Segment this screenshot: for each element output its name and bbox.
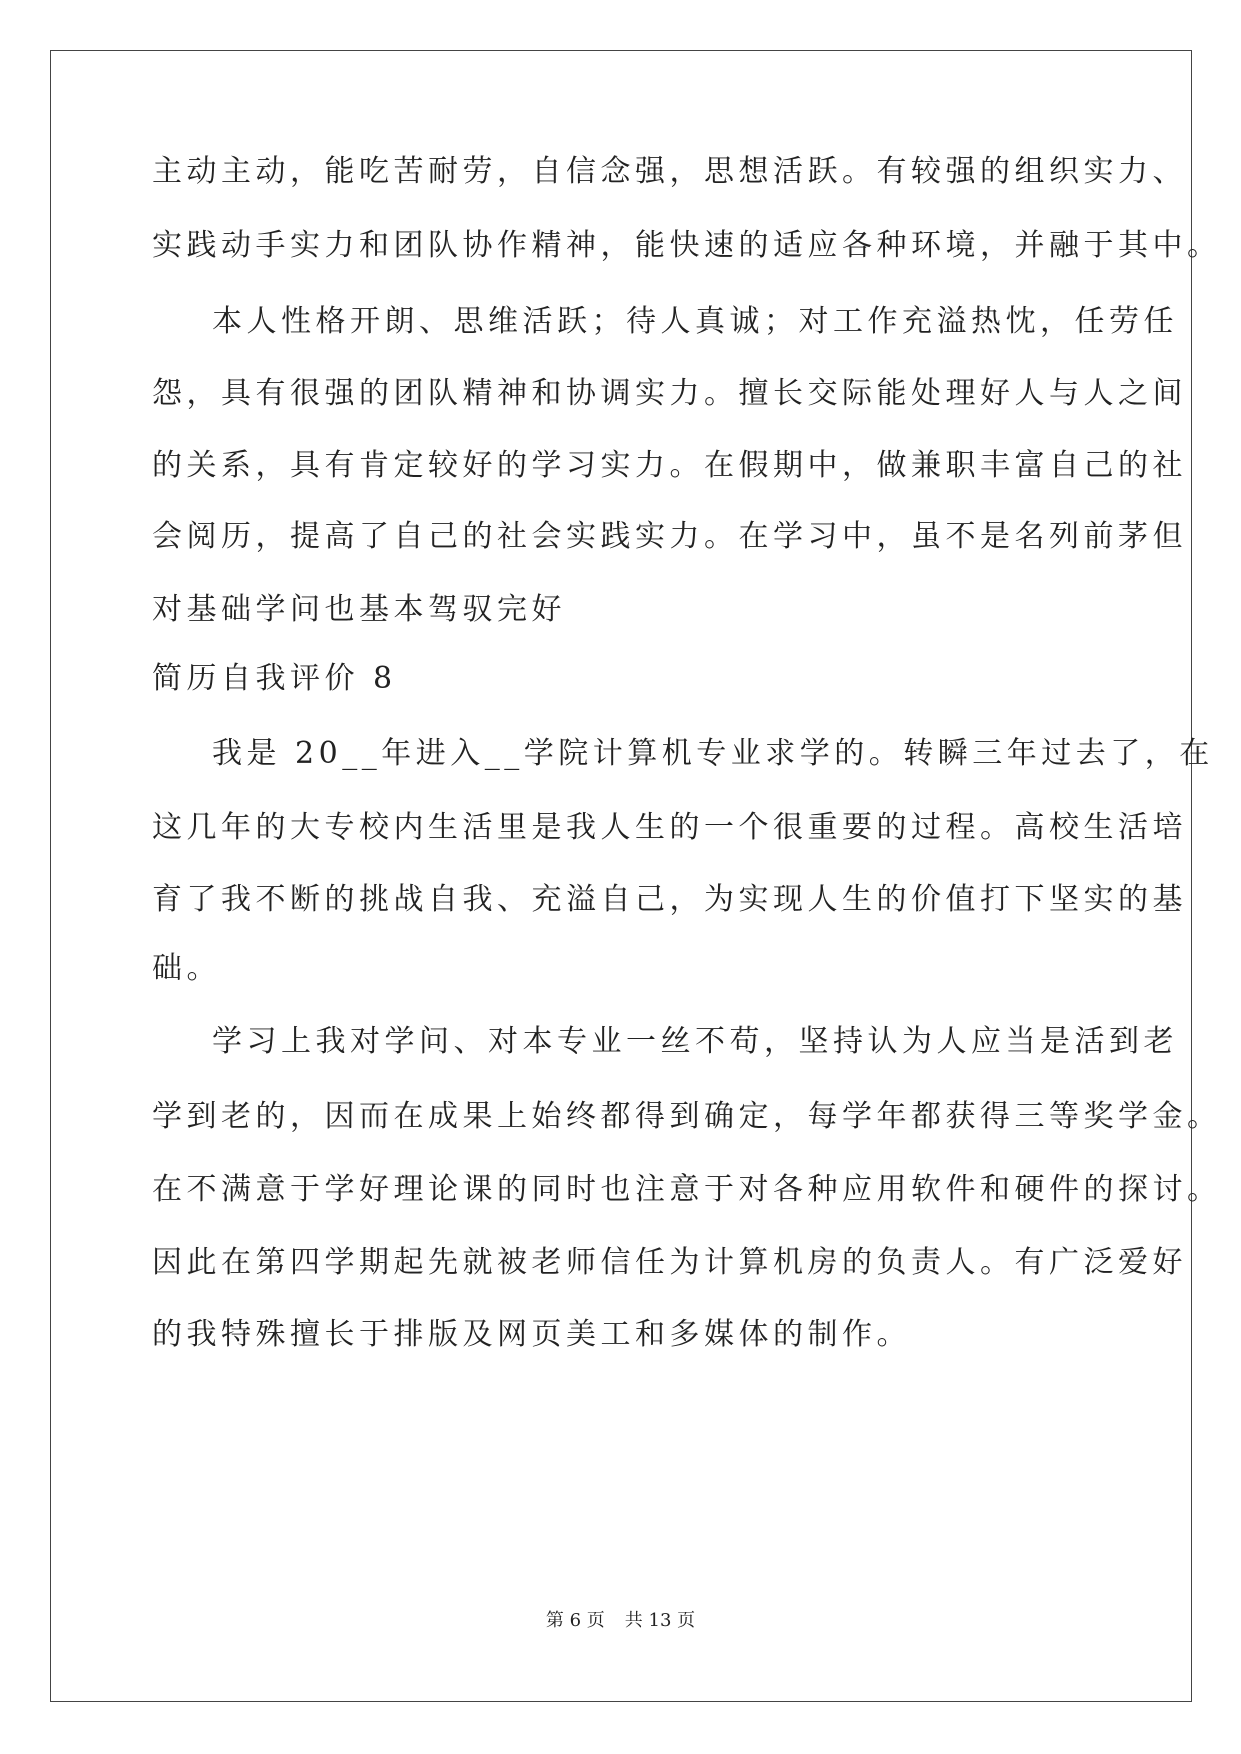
page-border (50, 50, 1192, 1702)
text-line: 对基础学问也基本驾驭完好 (152, 592, 566, 627)
paragraph-start-line: 本人性格开朗、思维活跃；待人真诚；对工作充溢热忱，任劳任 (212, 304, 1178, 339)
page-footer (0, 1609, 1241, 1633)
text-line: 怨，具有很强的团队精神和协调实力。擅长交际能处理好人与人之间 (152, 376, 1187, 411)
text-line: 的我特殊擅长于排版及网页美工和多媒体的制作。 (152, 1317, 911, 1352)
text-line: 的关系，具有肯定较好的学习实力。在假期中，做兼职丰富自己的社 (152, 448, 1187, 483)
text-line: 学到老的，因而在成果上始终都得到确定，每学年都获得三等奖学金。 (152, 1099, 1222, 1134)
text-line: 这几年的大专校内生活里是我人生的一个很重要的过程。高校生活培 (152, 810, 1187, 845)
text-line: 因此在第四学期起先就被老师信任为计算机房的负责人。有广泛爱好 (152, 1245, 1187, 1280)
page-number-current: 第 6 页 (545, 1610, 605, 1631)
text-line: 主动主动，能吃苦耐劳，自信念强，思想活跃。有较强的组织实力、 (152, 154, 1187, 189)
text-line: 实践动手实力和团队协作精神，能快速的适应各种环境，并融于其中。 (152, 228, 1222, 263)
section-heading: 简历自我评价 8 (152, 661, 397, 696)
text-line: 在不满意于学好理论课的同时也注意于对各种应用软件和硬件的探讨。 (152, 1172, 1222, 1207)
paragraph-start-line: 学习上我对学问、对本专业一丝不苟，坚持认为人应当是活到老 (212, 1024, 1178, 1059)
text-line: 础。 (152, 951, 221, 986)
text-line: 育了我不断的挑战自我、充溢自己，为实现人生的价值打下坚实的基 (152, 882, 1187, 917)
paragraph-start-line: 我是 20__年进入__学院计算机专业求学的。转瞬三年过去了，在 (212, 736, 1214, 771)
page-number-total: 共 13 页 (624, 1610, 696, 1631)
text-line: 会阅历，提高了自己的社会实践实力。在学习中，虽不是名列前茅但 (152, 519, 1187, 554)
